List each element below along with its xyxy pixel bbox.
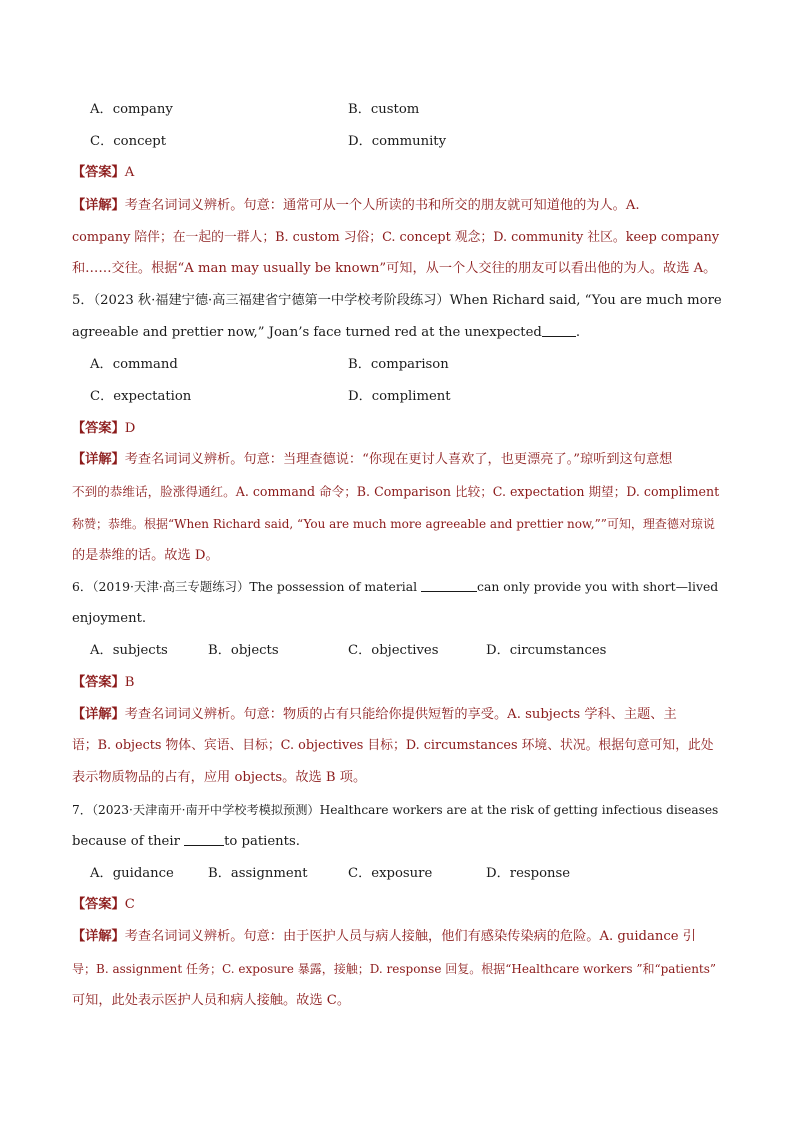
q5-option-c: C．expectation	[90, 389, 192, 404]
q6-stem	[72, 574, 722, 600]
q5-detail-line: 不到的恭维话，脸涨得通红。A. command 命令；B. Comparison 比较；C. expectation 期望；D. compliment	[72, 484, 720, 499]
q5-stem-tail: .	[575, 325, 581, 340]
q5-stem: 5．（2023 秋·福建宁德·高三福建省宁德第一中学校考阶段练习）When Richard said, “You are much more	[72, 293, 722, 308]
q4-detail-line	[72, 193, 722, 219]
q6-stem-tail: can only provide you with short—lived	[477, 579, 719, 594]
detail-tag: 【详解】	[72, 452, 125, 467]
q7-detail-line: 可知，此处表示医护人员和病人接触。故选 C。	[72, 993, 351, 1008]
detail-text: 考查名词词义辨析。句意：物质的占有只能给你提供短暂的享受。A. subjects 学科、主题、主	[124, 707, 677, 722]
q4-option-d: D．community	[348, 134, 447, 149]
answer-value: C	[124, 897, 135, 912]
q5-stem-text: agreeable and prettier now,” Joan’s face turned red at the unexpected	[72, 325, 542, 340]
q6-option-a: A．subjects	[90, 643, 168, 658]
q7-stem: 7．（2023·天津南开·南开中学校考模拟预测）Healthcare workers are at the risk of getting infectious diseases	[72, 803, 719, 817]
answer-tag: 【答案】	[72, 675, 125, 690]
q5-option-b: B．comparison	[348, 357, 449, 372]
q7-detail-line	[72, 924, 722, 950]
q6-detail-line: 语；B. objects 物体、宾语、目标；C. objectives 目标；D. circumstances 环境、状况。根据句意可知，此处	[72, 738, 714, 753]
q5-detail-line	[72, 447, 722, 473]
q4-option-c: C．concept	[90, 134, 167, 149]
q6-option-b: B．objects	[208, 643, 279, 658]
answer-tag: 【答案】	[72, 165, 125, 180]
q7-option-d: D．response	[486, 866, 571, 881]
detail-tag: 【详解】	[72, 929, 125, 944]
answer-tag: 【答案】	[72, 897, 125, 912]
answer-blank	[184, 831, 224, 846]
detail-tag: 【详解】	[72, 707, 125, 722]
answer-value: B	[124, 675, 135, 690]
q4-answer	[72, 160, 722, 186]
q7-option-b: B．assignment	[208, 866, 308, 881]
q4-detail-line: 和……交往。根据“A man may usually be known”可知，从一个人交往的朋友可以看出他的为人。故选 A。	[72, 261, 717, 276]
q7-option-a: A．guidance	[90, 866, 174, 881]
q5-option-a: A．command	[90, 357, 178, 372]
q6-stem-text: 6．（2019·天津·高三专题练习）The possession of material	[72, 579, 418, 594]
detail-text: 考查名词词义辨析。句意：通常可从一个人所读的书和所交的朋友就可知道他的为人。A.	[124, 198, 640, 213]
q7-stem-tail: to patients.	[224, 834, 300, 849]
q7-answer	[72, 892, 722, 918]
answer-blank	[421, 577, 477, 592]
q4-option-a: A．company	[90, 102, 173, 117]
answer-value: A	[124, 165, 135, 180]
q5-stem-line2	[72, 320, 722, 346]
q6-option-c: C．objectives	[348, 643, 439, 658]
q6-detail-line: 表示物质物品的占有，应用 objects。故选 B 项。	[72, 770, 367, 785]
q6-detail-line	[72, 702, 722, 728]
detail-text: 考查名词词义辨析。句意：由于医护人员与病人接触，他们有感染传染病的危险。A. guidance 引	[124, 929, 696, 944]
detail-tag: 【详解】	[72, 198, 125, 213]
q7-detail-line: 导；B. assignment 任务；C. exposure 暴露，接触；D. response 回复。根据“Healthcare workers ”和“patients”	[72, 962, 717, 976]
q6-answer	[72, 670, 722, 696]
q7-stem-line2	[72, 829, 722, 855]
q6-stem-line2: enjoyment.	[72, 611, 147, 626]
answer-blank	[542, 322, 576, 337]
q5-detail-line: 称赞；恭维。根据“When Richard said, “You are much more agreeable and prettier now,””可知，理查德对琼说	[72, 517, 715, 531]
q6-option-d: D．circumstances	[486, 643, 607, 658]
q5-answer	[72, 416, 722, 442]
q7-stem-text: because of their	[72, 834, 180, 849]
detail-text: 考查名词词义辨析。句意：当理查德说：“你现在更讨人喜欢了，也更漂亮了。”琼听到这句意想	[124, 452, 673, 467]
q5-option-d: D．compliment	[348, 389, 451, 404]
q4-detail-line: company 陪伴；在一起的一群人；B. custom 习俗；C. concept 观念；D. community 社区。keep company	[72, 230, 720, 245]
q4-option-b: B．custom	[348, 102, 420, 117]
q7-option-c: C．exposure	[348, 866, 433, 881]
answer-tag: 【答案】	[72, 421, 125, 436]
answer-value: D	[124, 421, 136, 436]
q5-detail-line: 的是恭维的话。故选 D。	[72, 548, 219, 563]
